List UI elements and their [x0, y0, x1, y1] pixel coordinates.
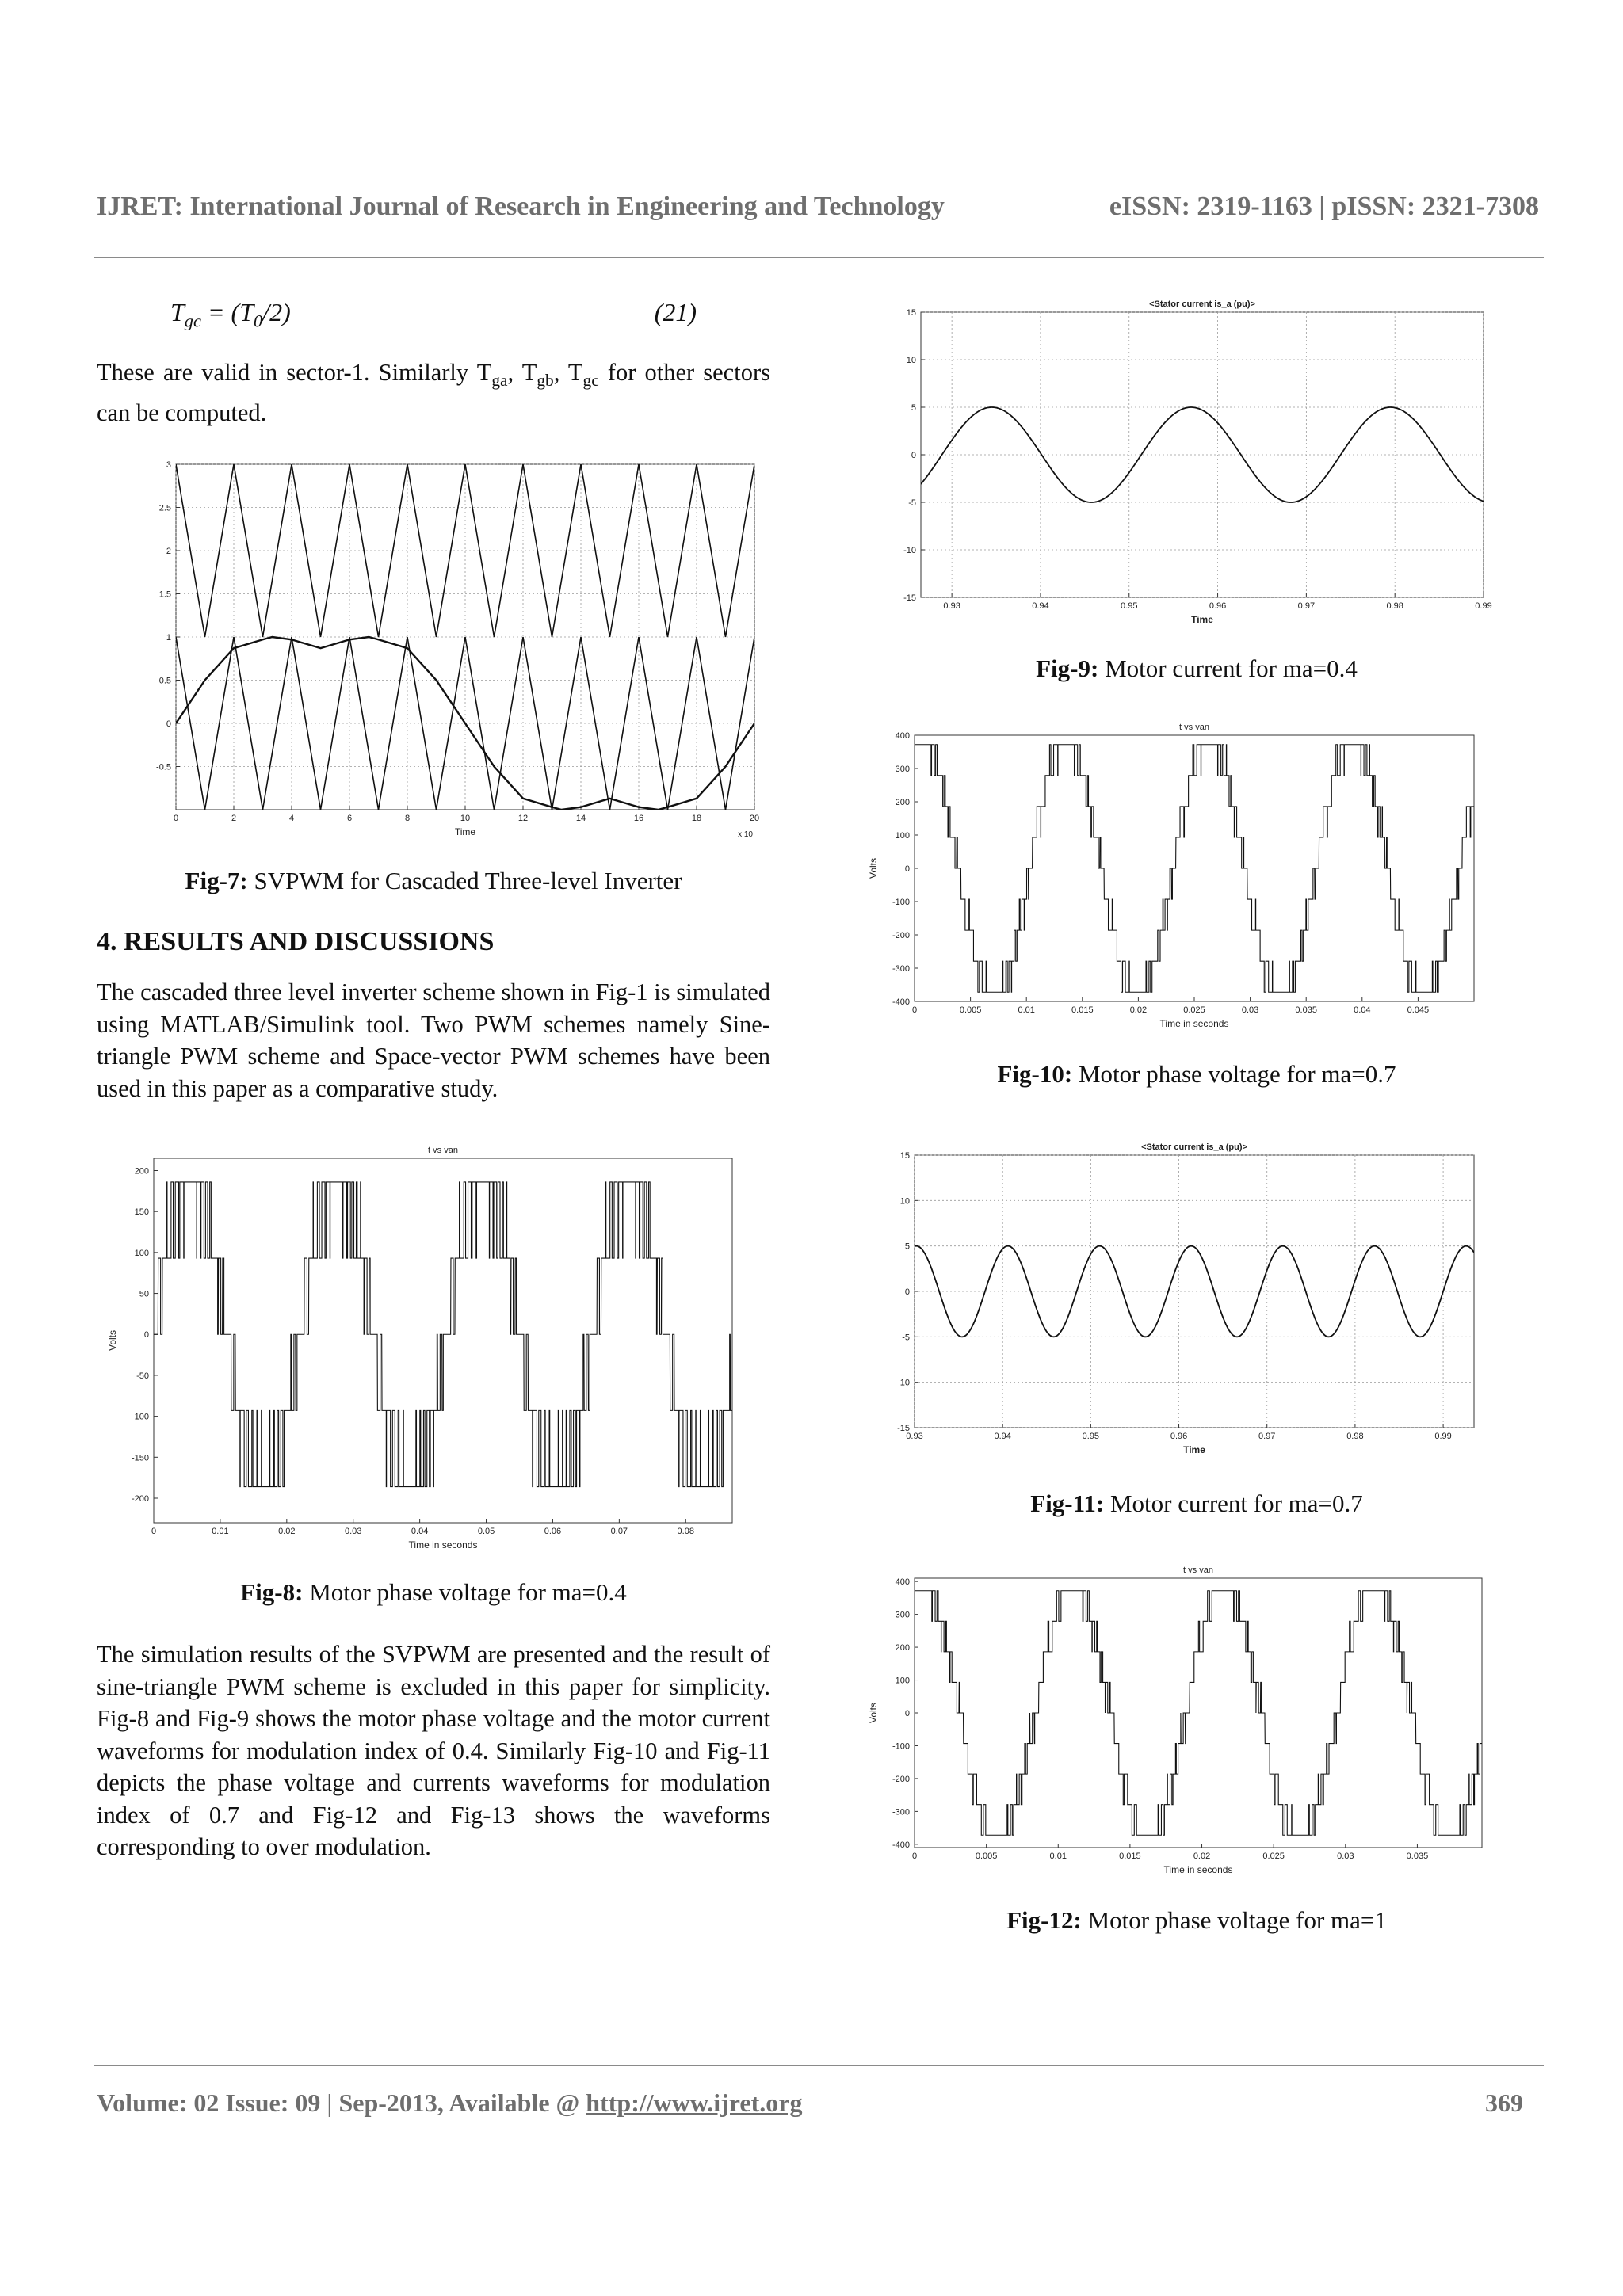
x-tick-label: 0	[911, 1005, 918, 1015]
x-tick-label: 0.02	[1193, 1852, 1211, 1861]
fig9-svg	[872, 295, 1490, 627]
y-tick-label: 100	[895, 831, 910, 841]
x-tick-label: 0.04	[411, 1527, 429, 1536]
x-tick-label: 0.95	[1121, 601, 1138, 611]
fig7-caption-label: Fig-7:	[185, 867, 248, 894]
y-tick-label: -0.5	[156, 762, 171, 772]
footer-link[interactable]: http://www.ijret.org	[586, 2088, 803, 2117]
x-tick-label: 2	[231, 814, 237, 823]
page-footer	[97, 2088, 1523, 2118]
y-tick-label: 200	[895, 1643, 910, 1653]
y-tick-label: -400	[892, 997, 910, 1007]
y-axis-label: Volts	[868, 1702, 879, 1724]
p1-text-2: , T	[507, 359, 537, 386]
fig12-caption-label: Fig-12:	[1006, 1906, 1082, 1934]
y-tick-label: 1.5	[158, 589, 171, 600]
y-tick-label: 15	[906, 308, 916, 318]
p1-text-1: These are valid in sector-1. Similarly T	[97, 359, 492, 386]
y-tick-label: -100	[892, 898, 910, 907]
p1-text-3: , T	[553, 359, 583, 386]
x-tick-label: 0.02	[278, 1527, 296, 1536]
y-tick-label: 400	[895, 1577, 910, 1588]
p1-sub-2: gb	[537, 371, 554, 391]
x-tick-label: 0.97	[1297, 601, 1316, 611]
y-tick-label: -5	[908, 498, 916, 508]
fig8-caption-label: Fig-8:	[240, 1578, 304, 1606]
fig9-caption-label: Fig-9:	[1036, 654, 1099, 682]
x-tick-label: 0.93	[906, 1432, 923, 1441]
y-tick-label: 0	[904, 1287, 910, 1297]
y-tick-label: -200	[892, 1774, 910, 1784]
y-tick-label: 100	[895, 1676, 910, 1686]
footer-text: Volume: 02 Issue: 09 | Sep-2013, Available @	[97, 2088, 586, 2117]
eq-rhs-suffix: /2)	[262, 298, 291, 326]
x-tick-label: 16	[633, 814, 644, 823]
x-tick-label: 0.005	[959, 1005, 982, 1015]
fig9-caption	[856, 654, 1537, 683]
x-tick-label: 0	[151, 1527, 157, 1536]
fig8-chart	[105, 1141, 739, 1553]
x-tick-label: 0.95	[1082, 1432, 1100, 1441]
x-tick-label: 0.97	[1258, 1432, 1276, 1441]
p1-text-4: for other sectors can be computed.	[97, 359, 770, 426]
y-tick-label: 0	[143, 1330, 149, 1341]
fig11-caption	[856, 1489, 1537, 1518]
x-tick-label: 8	[404, 814, 411, 823]
x-tick-label: 0.015	[1071, 1005, 1094, 1015]
y-tick-label: 0	[904, 1709, 910, 1718]
y-tick-label: 10	[906, 356, 916, 365]
x-tick-label: 0.94	[994, 1432, 1011, 1441]
x-axis-label: Time	[1191, 614, 1213, 625]
y-tick-label: -5	[902, 1333, 910, 1343]
y-tick-label: -400	[892, 1840, 910, 1850]
y-tick-label: 200	[895, 798, 910, 807]
fig10-caption-text: Motor phase voltage for ma=0.7	[1072, 1060, 1396, 1088]
chart-title: t vs van	[428, 1146, 458, 1155]
fig11-caption-label: Fig-11:	[1030, 1489, 1105, 1517]
y-tick-label: 300	[895, 765, 910, 774]
y-tick-label: 50	[139, 1289, 149, 1299]
x-tick-label: 0.08	[677, 1527, 694, 1536]
x-tick-label: 20	[749, 814, 760, 823]
y-tick-label: -150	[131, 1453, 149, 1463]
y-tick-label: 10	[899, 1196, 910, 1207]
eq-rhs-prefix: = (T	[200, 298, 254, 326]
x-tick-label: 6	[346, 814, 353, 823]
x-axis-label: Time	[1183, 1444, 1205, 1455]
y-axis-label: Volts	[868, 857, 879, 879]
fig9-caption-text: Motor current for ma=0.4	[1098, 654, 1358, 682]
y-tick-label: -10	[903, 546, 916, 555]
p1-sub-1: ga	[491, 371, 508, 391]
x-tick-label: 0.99	[1475, 601, 1492, 611]
x-tick-label: 10	[460, 814, 471, 823]
section-heading: 4. RESULTS AND DISCUSSIONS	[97, 927, 495, 956]
p1-sub-3: gc	[582, 371, 599, 391]
x-tick-label: 0.01	[1018, 1005, 1035, 1015]
y-tick-label: -300	[892, 964, 910, 974]
y-tick-label: -50	[136, 1371, 149, 1381]
y-tick-label: 2	[166, 547, 171, 556]
equation-number: (21)	[654, 298, 697, 326]
x-tick-label: 0.03	[1241, 1005, 1259, 1015]
y-tick-label: 5	[904, 1241, 910, 1252]
fig10-caption-label: Fig-10:	[997, 1060, 1073, 1088]
y-tick-label: -15	[903, 593, 916, 603]
y-tick-label: 3	[166, 460, 171, 470]
fig12-caption	[856, 1906, 1537, 1935]
y-tick-label: 1	[166, 633, 171, 643]
x-axis-label: Time in seconds	[1159, 1018, 1229, 1029]
x-tick-label: 0.04	[1354, 1005, 1371, 1015]
fig8-caption	[97, 1578, 770, 1607]
x-tick-label: 0.025	[1183, 1005, 1205, 1015]
x-tick-label: 0.025	[1262, 1852, 1285, 1861]
footer-rule	[94, 2065, 1544, 2066]
paragraph-results-intro: The cascaded three level inverter scheme shown in Fig-1 is simulated using MATLAB/Simulink tool. Two PWM schemes namely Sine-triangle PWM scheme and Space-vector PWM schemes have been used in this paper as a comparative study.	[97, 978, 770, 1102]
x-tick-label: 0.015	[1119, 1852, 1141, 1861]
y-tick-label: -300	[892, 1807, 910, 1817]
x-tick-label: 4	[288, 814, 295, 823]
x-tick-label: 0.005	[975, 1852, 998, 1861]
y-tick-label: -10	[897, 1378, 910, 1388]
fig8-caption-text: Motor phase voltage for ma=0.4	[303, 1578, 627, 1606]
x-tick-label: 0.07	[610, 1527, 628, 1536]
x-tick-label: 0.99	[1434, 1432, 1452, 1441]
y-tick-label: 5	[911, 403, 916, 413]
fig12-chart	[865, 1561, 1488, 1878]
chart-title: <Stator current is_a (pu)>	[1141, 1142, 1247, 1152]
fig7-svg	[127, 458, 761, 840]
fig7-caption-text: SVPWM for Cascaded Three-level Inverter	[247, 867, 682, 894]
eq-lhs-sub: gc	[184, 311, 201, 331]
y-tick-label: 0	[166, 719, 171, 729]
y-tick-label: 300	[895, 1610, 910, 1620]
y-tick-label: 100	[134, 1248, 149, 1258]
eq-lhs: T	[170, 298, 185, 326]
y-tick-label: 0.5	[158, 676, 171, 686]
x-tick-label: 0.01	[212, 1527, 229, 1536]
x-tick-label: 0.045	[1407, 1005, 1430, 1015]
chart-title: t vs van	[1179, 723, 1209, 732]
x-tick-label: 0.035	[1295, 1005, 1317, 1015]
fig10-caption	[856, 1060, 1537, 1089]
fig11-caption-text: Motor current for ma=0.7	[1104, 1489, 1363, 1517]
page-number: 369	[1485, 2088, 1523, 2117]
fig11-chart	[865, 1138, 1480, 1458]
x-tick-label: 12	[517, 814, 529, 823]
y-tick-label: 0	[911, 451, 916, 460]
x-axis-label: Time in seconds	[1163, 1864, 1233, 1875]
y-axis-label: Volts	[107, 1329, 118, 1352]
x-tick-label: 0.03	[1337, 1852, 1354, 1861]
x-tick-label: 0.02	[1129, 1005, 1148, 1015]
chart-title: t vs van	[1183, 1566, 1213, 1575]
fig10-chart	[865, 718, 1480, 1032]
fig9-chart	[872, 295, 1490, 627]
x-tick-label: 0.96	[1209, 601, 1227, 611]
y-tick-label: -200	[131, 1493, 149, 1504]
equation-21	[170, 298, 697, 331]
x-tick-label: 0.93	[943, 601, 960, 611]
y-tick-label: 150	[134, 1207, 149, 1218]
x-tick-label: 0.96	[1170, 1432, 1188, 1441]
y-tick-label: 15	[899, 1151, 910, 1161]
x-axis-label: Time	[454, 826, 476, 837]
fig7-chart	[127, 458, 761, 840]
y-tick-label: -100	[131, 1412, 149, 1422]
running-header	[97, 192, 1539, 222]
x-axis-label: Time in seconds	[408, 1539, 478, 1550]
y-tick-label: 0	[904, 864, 910, 874]
eq-rhs-sub: 0	[253, 311, 263, 331]
paragraph-sector-note	[97, 357, 770, 429]
x-tick-label: 0.94	[1032, 601, 1049, 611]
header-rule	[94, 257, 1544, 258]
x-tick-label: 0	[911, 1852, 918, 1861]
x-tick-label: 0.03	[345, 1527, 362, 1536]
fig11-svg	[865, 1138, 1480, 1458]
fig8-svg	[105, 1141, 739, 1553]
x-tick-label: 0.06	[544, 1527, 562, 1536]
fig7-caption	[97, 867, 770, 895]
chart-title: <Stator current is_a (pu)>	[1149, 299, 1255, 309]
x-tick-label: 0.035	[1406, 1852, 1429, 1861]
y-tick-label: 200	[134, 1166, 149, 1177]
x-tick-label: 18	[691, 814, 702, 823]
fig10-svg	[865, 718, 1480, 1032]
fig12-svg	[865, 1561, 1488, 1878]
x-tick-label: 0.98	[1386, 601, 1403, 611]
y-tick-label: -15	[897, 1424, 910, 1433]
fig12-caption-text: Motor phase voltage for ma=1	[1081, 1906, 1387, 1934]
x-tick-label: 0.98	[1346, 1432, 1364, 1441]
journal-title: IJRET: International Journal of Research in Engineering and Technology	[97, 192, 945, 221]
x-tick-label: 0.05	[477, 1527, 495, 1536]
y-tick-label: -100	[892, 1741, 910, 1752]
issn-info: eISSN: 2319-1163 | pISSN: 2321-7308	[1109, 192, 1539, 221]
x-tick-label: 0	[173, 814, 179, 823]
y-tick-label: 2.5	[158, 503, 171, 513]
y-tick-label: -200	[892, 931, 910, 940]
x-exponent-label: x 10	[738, 830, 753, 839]
plot-frame	[915, 1578, 1482, 1848]
paragraph-simulation-results: The simulation results of the SVPWM are presented and the result of sine-triangle PWM scheme is excluded in this paper for simplicity. Fig-8 and Fig-9 shows the motor phase voltage and the motor current waveforms for modulation index of 0.4. Similarly Fig-10 and Fig-11 depicts the phase voltage and currents waveforms for modulation index of 0.7 and Fig-12 and Fig-13 shows the waveforms corresponding to over modulation.	[97, 1641, 770, 1860]
x-tick-label: 0.01	[1049, 1852, 1067, 1861]
x-tick-label: 14	[575, 814, 586, 823]
y-tick-label: 400	[895, 731, 910, 741]
